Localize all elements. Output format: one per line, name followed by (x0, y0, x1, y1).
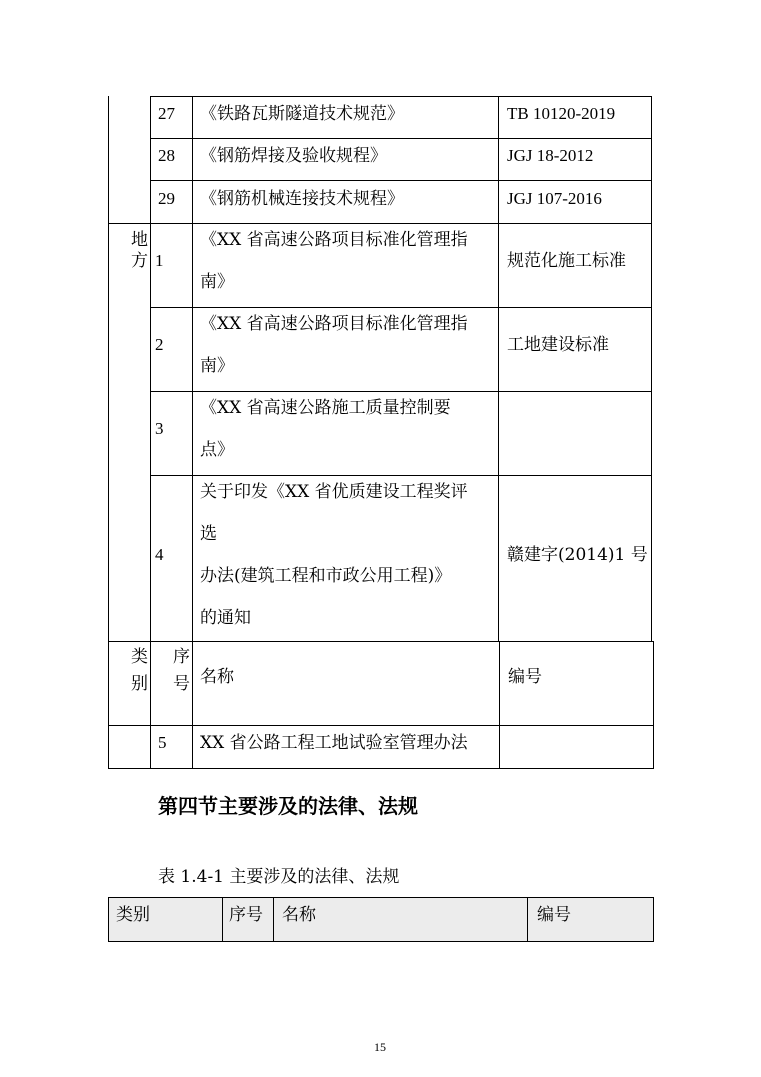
column-header-code: 编号 (508, 667, 542, 687)
column-header-name: 名称 (282, 905, 316, 925)
row-number: 4 (155, 545, 164, 564)
standard-code: 工地建设标准 (507, 335, 609, 355)
standard-code: 赣建字(2014)1 号 (507, 545, 648, 565)
standard-code: 规范化施工标准 (507, 251, 626, 271)
standard-name: 关于印发《XX 省优质建设工程奖评 (200, 482, 468, 502)
standard-name: 《XX 省高速公路项目标准化管理指 (200, 230, 468, 250)
section-heading: 第四节主要涉及的法律、法规 (158, 794, 418, 818)
standard-name: 《XX 省高速公路施工质量控制要 (200, 398, 451, 418)
column-header-code: 编号 (537, 905, 571, 925)
row-number: 1 (155, 251, 164, 270)
standard-code: JGJ 107-2016 (507, 189, 602, 208)
standard-name: 《铁路瓦斯隧道技术规范》 (200, 104, 404, 124)
column-header-name: 名称 (200, 667, 234, 687)
column-header-number: 序 (173, 647, 190, 667)
standard-name: 《钢筋机械连接技术规程》 (200, 189, 404, 209)
category-label: 方 (131, 251, 148, 271)
standard-name: 的通知 (200, 608, 251, 628)
category-label: 地 (131, 230, 148, 250)
column-header-category: 类别 (116, 905, 150, 925)
row-number: 27 (158, 104, 175, 123)
standard-name: 办法(建筑工程和市政公用工程)》 (200, 566, 452, 586)
standard-name: 《钢筋焊接及验收规程》 (200, 146, 387, 166)
column-header-number: 序号 (229, 905, 263, 925)
standard-name: 《XX 省高速公路项目标准化管理指 (200, 314, 468, 334)
row-number: 29 (158, 189, 175, 208)
column-header-category: 别 (131, 674, 148, 694)
standard-name: 选 (200, 524, 217, 544)
standard-name: XX 省公路工程工地试验室管理办法 (200, 733, 468, 753)
row-number: 5 (158, 733, 167, 752)
standard-name: 南》 (200, 356, 234, 376)
column-header-category: 类 (131, 647, 148, 667)
row-number: 3 (155, 419, 164, 438)
standard-name: 点》 (200, 440, 234, 460)
row-number: 28 (158, 146, 175, 165)
column-header-number: 号 (173, 674, 190, 694)
row-number: 2 (155, 335, 164, 354)
page-number: 15 (374, 1040, 386, 1054)
table-caption: 表 1.4-1 主要涉及的法律、法规 (158, 867, 400, 887)
standard-code: JGJ 18-2012 (507, 146, 594, 165)
standard-code: TB 10120-2019 (507, 104, 616, 123)
standard-name: 南》 (200, 272, 234, 292)
